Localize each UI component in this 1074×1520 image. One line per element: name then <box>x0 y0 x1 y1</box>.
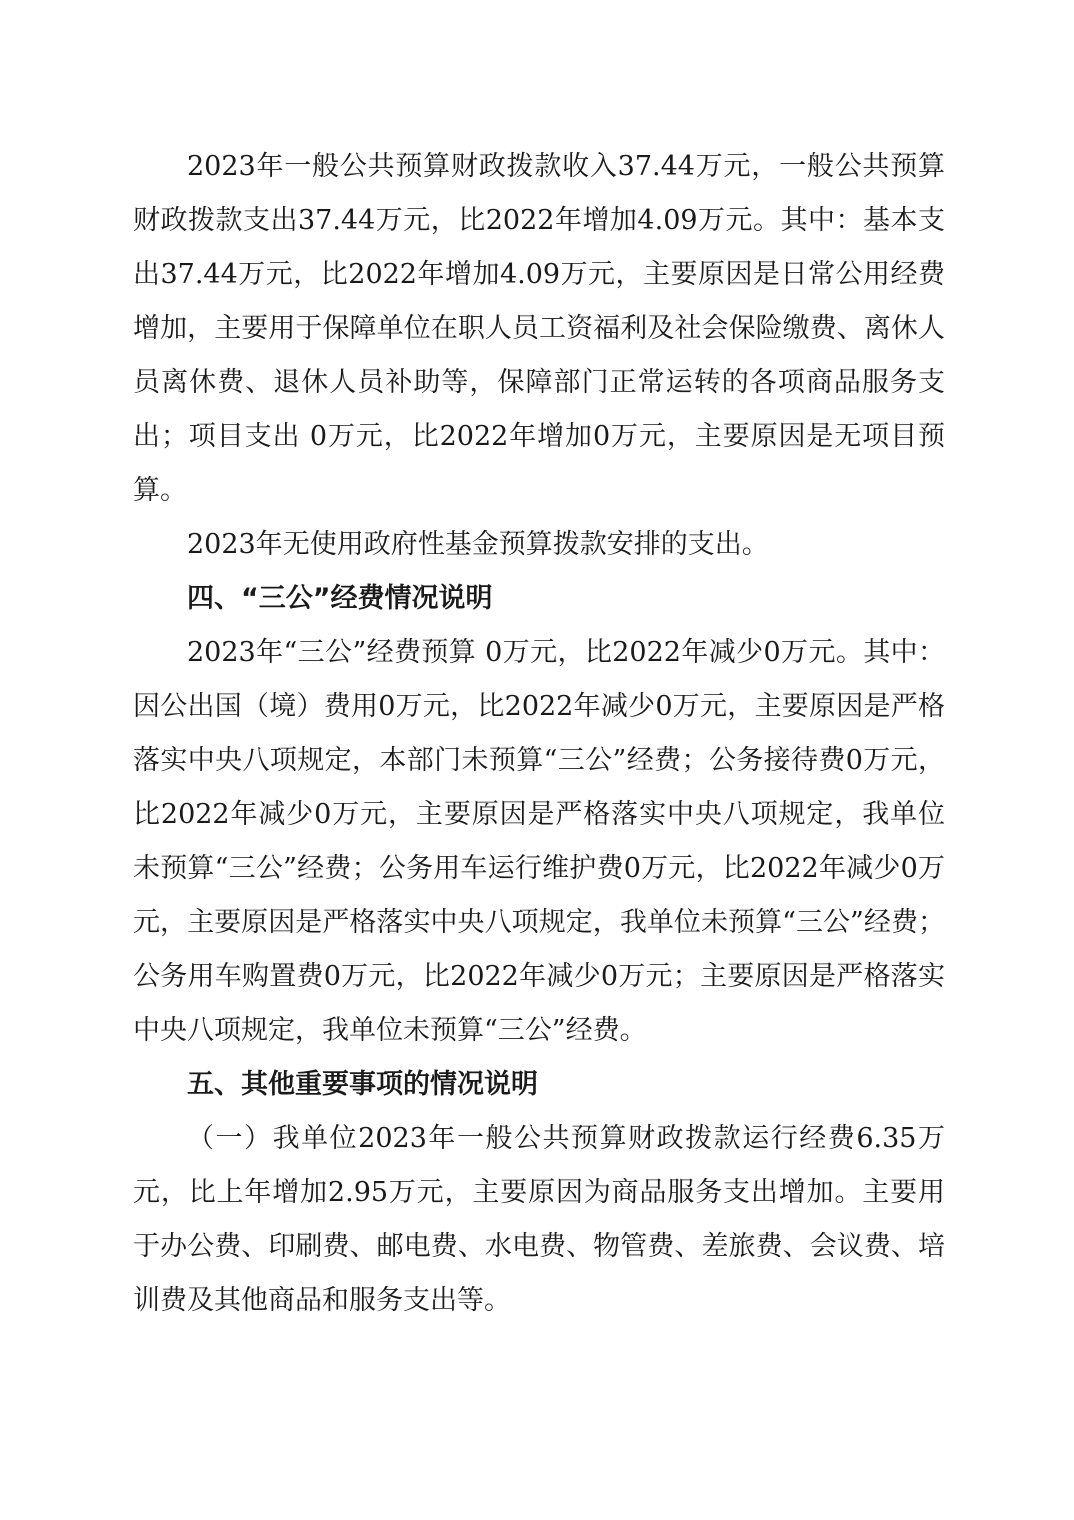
paragraph-operating-expenses: （一）我单位2023年一般公共预算财政拨款运行经费6.35万元，比上年增加2.95万元，主要原因为商品服务支出增加。主要用于办公费、印刷费、邮电费、水电费、物管费、差旅费、会议费、培训费及其他商品和服务支出等。 <box>133 1123 945 1316</box>
paragraph-general-budget: 2023年一般公共预算财政拨款收入37.44万元，一般公共预算财政拨款支出37.44万元，比2022年增加4.09万元。其中：基本支出37.44万元，比2022年增加4.09万元，主要原因是日常公用经费增加，主要用于保障单位在职人员工资福利及社会保险缴费、离休人员离休费、退休人员补助等，保障部门正常运转的各项商品服务支出；项目支出 0万元，比2022年增加0万元，主要原因是无项目预算。 <box>133 151 945 506</box>
paragraph-three-public: 2023年“三公”经费预算 0万元，比2022年减少0万元。其中：因公出国（境）费用0万元，比2022年减少0万元，主要原因是严格落实中央八项规定，本部门未预算“三公”经费；公务接待费0万元，比2022年减少0万元，主要原因是严格落实中央八项规定，我单位未预算“三公”经费；公务用车运行维护费0万元，比2022年减少0万元，主要原因是严格落实中央八项规定，我单位未预算“三公”经费；公务用车购置费0万元，比2022年减少0万元；主要原因是严格落实中央八项规定，我单位未预算“三公”经费。 <box>133 637 945 1046</box>
section-heading-three-public: 四、“三公”经费情况说明 <box>187 583 493 614</box>
paragraph-fund-budget: 2023年无使用政府性基金预算拨款安排的支出。 <box>187 529 769 560</box>
document-body <box>133 140 945 1328</box>
section-heading-other-matters: 五、其他重要事项的情况说明 <box>187 1069 538 1100</box>
